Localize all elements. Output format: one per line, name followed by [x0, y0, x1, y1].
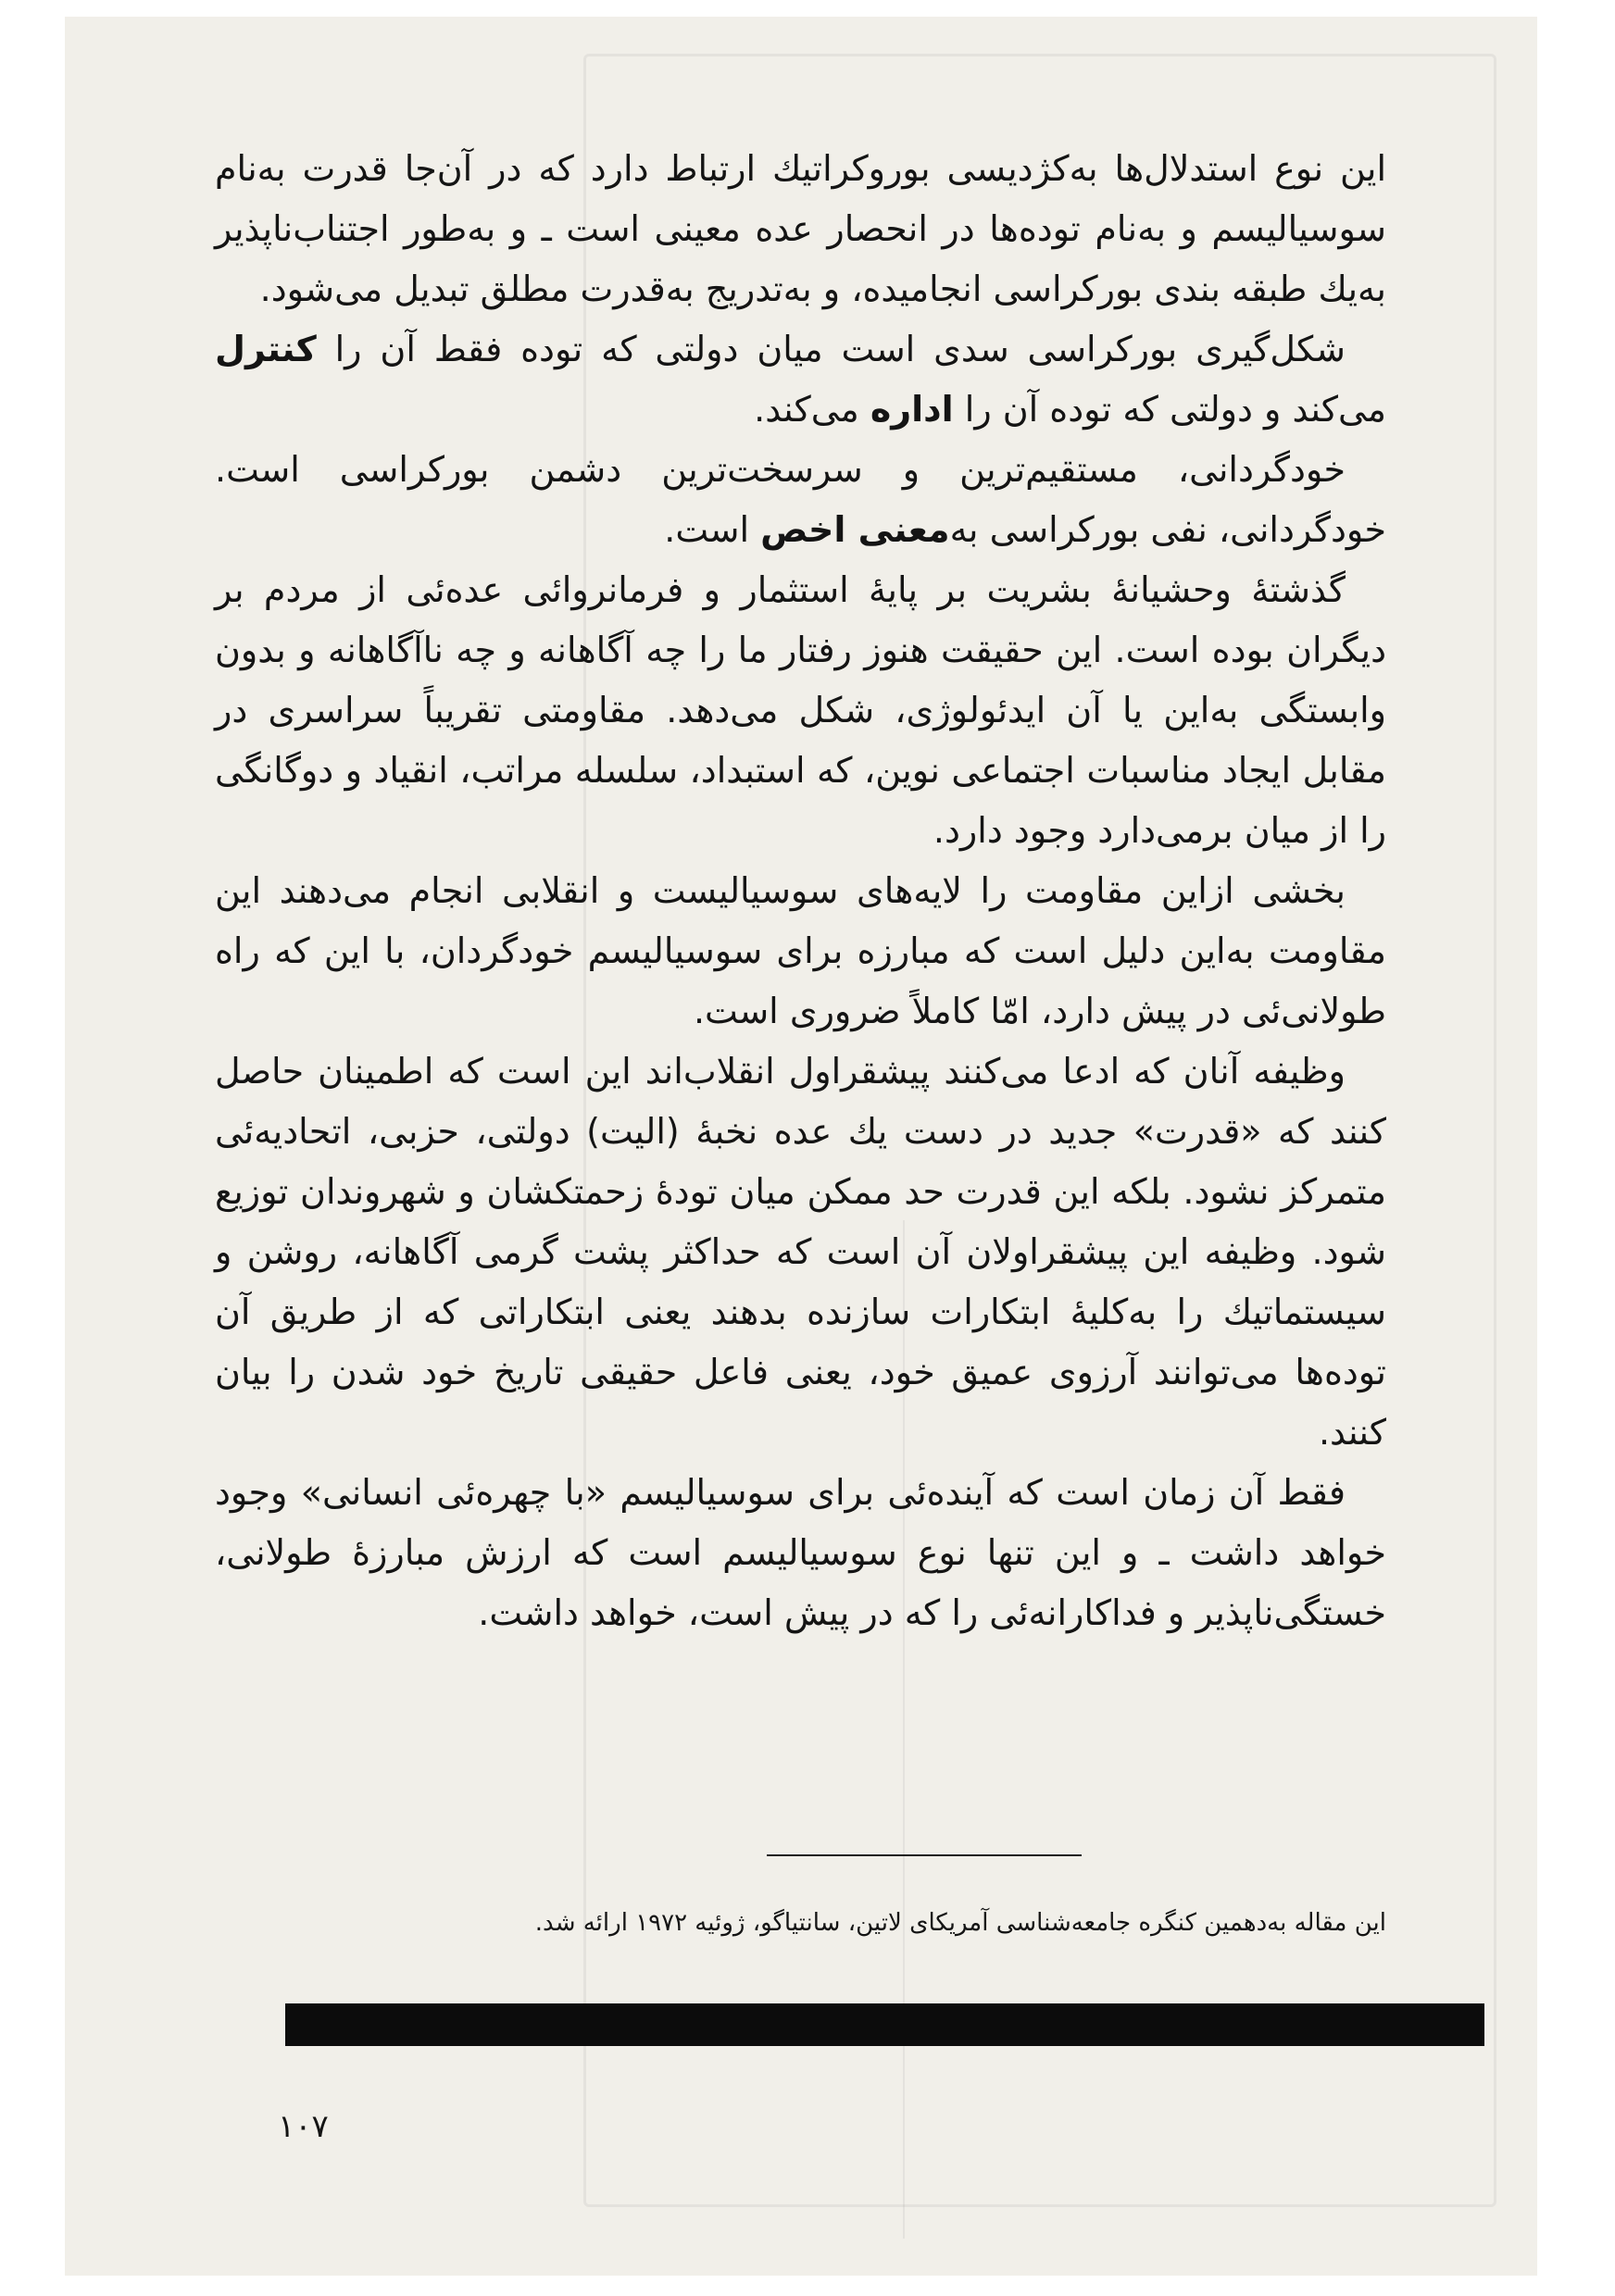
paragraph-7-text: فقط آن زمان است که آینده‌ئی برای سوسیالیسم «با چهره‌ئی انسانی» وجود خواهد داشت ـ و این تنها نوع سوسیالیسم است که ارزش مبارزهٔ طولانی، خستگی‌ناپذیر و فداکارانه‌ئی را که در پیش است، خواهد داشت.: [215, 1472, 1386, 1633]
paragraph-5: [215, 861, 1386, 1042]
paragraph-3-text-end: است.: [664, 509, 761, 550]
page-number: ۱۰۷: [278, 2108, 329, 2145]
footnote-separator: [767, 1854, 1082, 1856]
paragraph-7: [215, 1463, 1386, 1643]
paragraph-1-text: این نوع استدلال‌ها به‌کژدیسی بوروکراتیك ارتباط دارد که در آن‌جا قدرت به‌نام سوسیالیسم و به‌نام توده‌ها در انحصار عده معینی است ـ و به‌طور اجتناب‌ناپذیر به‌یك طبقه بندی بورکراسی انجامیده، و به‌تدریج به‌قدرت مطلق تبدیل می‌شود.: [215, 148, 1386, 309]
paragraph-3: [215, 440, 1386, 560]
paragraph-6: [215, 1042, 1386, 1463]
paragraph-2-text: شکل‌گیری بورکراسی سدی است میان دولتی که توده فقط آن را: [316, 329, 1346, 369]
paragraph-2-text-cont: می‌کند و دولتی که توده آن را: [953, 389, 1386, 430]
paragraph-1: [215, 139, 1386, 319]
paragraph-2: [215, 319, 1386, 440]
paragraph-5-text: بخشی ازاین مقاومت را لایه‌های سوسیالیست و انقلابی انجام می‌دهند این مقاومت به‌این دلیل است که مبارزه برای سوسیالیسم خودگردان، با این که راه طولانی‌ئی در پیش دارد، امّا کاملاً ضروری است.: [215, 870, 1386, 1031]
paragraph-6-text: وظیفه آنان که ادعا می‌کنند پیشقراول انقلاب‌اند این است که اطمینان حاصل کنند که «قدرت» جدید در دست یك عده نخبهٔ (الیت) دولتی، حزبی، اتحادیه‌ئی متمرکز نشود. بلکه این قدرت حد ممکن میان تودهٔ زحمتکشان و شهروندان توزیع شود. وظیفه این پیشقراولان آن است که حداکثر پشت گرمی آگاهانه، روشن و سیستماتیك را به‌کلیهٔ ابتکارات سازنده بدهند یعنی ابتکاراتی که از طریق آن توده‌ها می‌توانند آرزوی عمیق خود، یعنی فاعل حقیقی تاریخ خود شدن را بیان کنند.: [215, 1051, 1386, 1453]
paragraph-4-text: گذشتهٔ وحشیانهٔ بشریت بر پایهٔ استثمار و فرمانروائی عده‌ئی از مردم بر دیگران بوده است. این حقیقت هنوز رفتار ما را چه آگاهانه و چه ناآگاهانه و بدون وابستگی به‌این یا آن ایدئولوژی، شکل می‌دهد. مقاومتی تقریباً سراسری در مقابل ایجاد مناسبات اجتماعی نوین، که استبداد، سلسله مراتب، انقیاد و دوگانگی را از میان برمی‌دارد وجود دارد.: [215, 569, 1386, 851]
scan-margin: [1541, 0, 1615, 2296]
paragraph-3-text: خودگردانی، مستقیم‌ترین و سرسخت‌ترین دشمن بورکراسی است. خودگردانی، نفی بورکراسی به‌: [215, 449, 1386, 550]
redaction-bar: [285, 2003, 1484, 2046]
body-text: [215, 139, 1386, 1643]
paragraph-4: [215, 560, 1386, 861]
footnote: این مقاله به‌دهمین کنگره جامعه‌شناسی آمریکای لاتین، سانتیاگو، ژوئیه ۱۹۷۲ ارائه شد.: [534, 1909, 1386, 1937]
bold-term-strict-sense: معنی اخص: [760, 509, 950, 550]
bold-term-manage: اداره: [870, 389, 954, 430]
bold-term-control: کنترل: [215, 329, 317, 369]
paragraph-2-text-end: می‌کند.: [754, 389, 870, 430]
